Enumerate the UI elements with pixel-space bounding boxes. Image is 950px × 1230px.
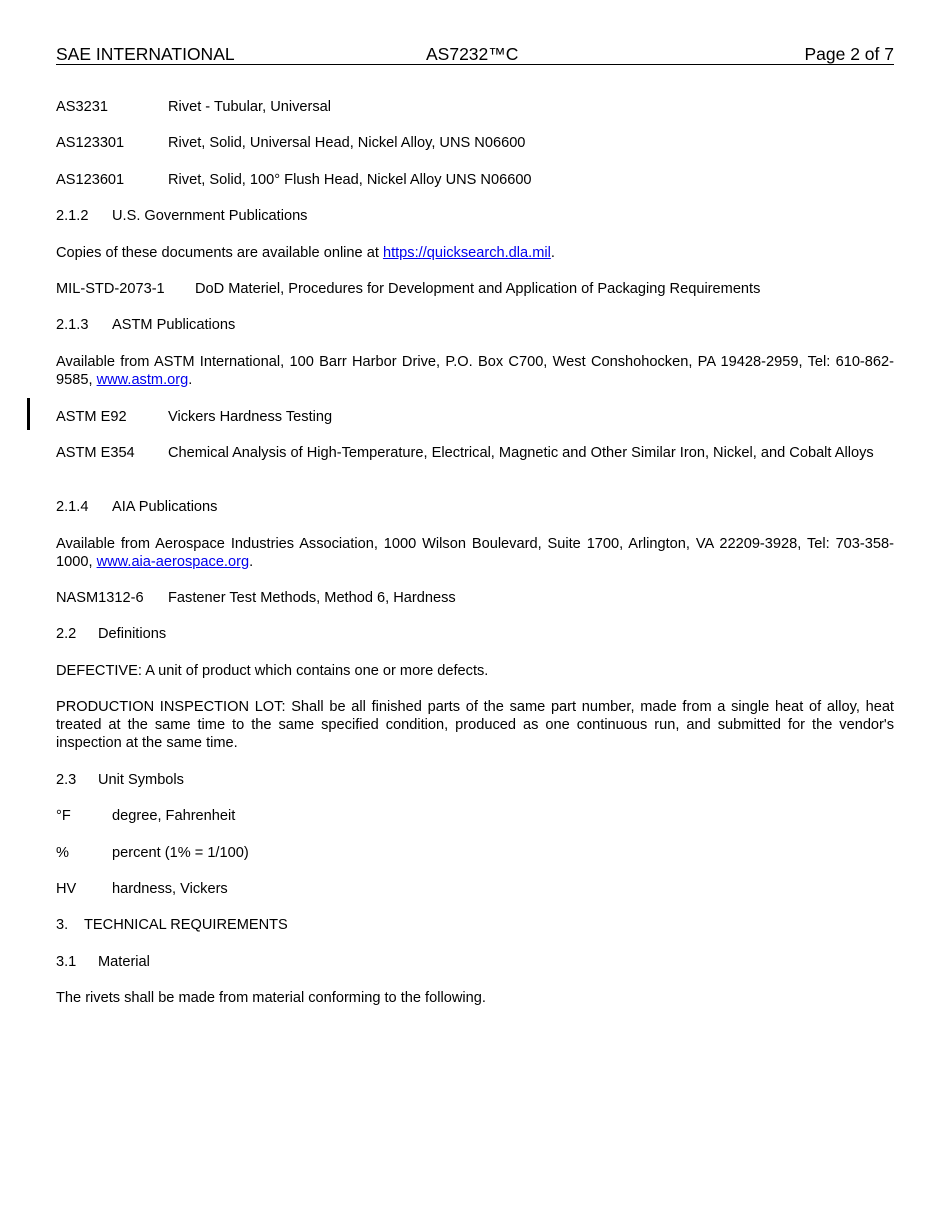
unit-symbol: HV [56,881,77,897]
intro-suffix: . [249,554,254,570]
ref-code: NASM1312-6 [56,590,144,606]
section-title: Material [98,954,150,970]
ref-code: AS123601 [56,172,125,188]
astm-link[interactable]: www.astm.org [96,372,189,388]
section-title: AIA Publications [112,499,218,515]
document-page [56,0,894,1230]
unit-definition: degree, Fahrenheit [112,808,236,824]
dla-quicksearch-link[interactable]: https://quicksearch.dla.mil [382,245,551,261]
section-title: Definitions [98,626,167,642]
definition-defective: DEFECTIVE: A unit of product which contains one or more defects. [56,663,489,679]
aia-link[interactable]: www.aia-aerospace.org [96,554,250,570]
astm-intro [56,353,894,389]
section-number: 2.2 [56,626,77,642]
ref-title: Chemical Analysis of High-Temperature, Electrical, Magnetic and Other Similar Iron, Nickel, and Cobalt Alloys [168,445,874,461]
unit-symbol: °F [56,808,71,824]
intro-text: Available from ASTM International, 100 Barr Harbor Drive, P.O. Box C700, West Conshohocken, PA 19428-2959, Tel: 610-862-9585, [56,354,894,388]
section-number: 3. [56,917,69,933]
section-title: Unit Symbols [98,772,184,788]
header-org: SAE INTERNATIONAL [56,44,235,64]
intro-suffix: . [188,372,193,388]
ref-code: AS123301 [56,135,125,151]
header-doc-number: AS7232™C [426,44,519,64]
section-number: 2.3 [56,772,77,788]
page-header [56,44,894,65]
intro-text: Available from Aerospace Industries Association, 1000 Wilson Boulevard, Suite 1700, Arlington, VA 22209-3928, Tel: 703-358-1000, [56,536,894,570]
ref-code: ASTM E92 [56,409,127,425]
unit-definition: hardness, Vickers [112,881,228,897]
revision-change-bar [27,398,30,430]
header-page-number: Page 2 of 7 [804,44,894,64]
section-number: 3.1 [56,954,77,970]
section-number: 2.1.3 [56,317,89,333]
ref-code: MIL-STD-2073-1 [56,281,165,297]
unit-definition: percent (1% = 1/100) [112,845,249,861]
definition-production-lot: PRODUCTION INSPECTION LOT: Shall be all finished parts of the same part number, made from a single heat of alloy, heat treated at the same time to the same specified condition, produced as one continuous run, and submitted for the vendor's inspection at the same time. [56,699,894,751]
ref-code: ASTM E354 [56,445,135,461]
ref-code: AS3231 [56,99,108,115]
aia-intro [56,535,894,571]
section-title: ASTM Publications [112,317,236,333]
intro-suffix: . [550,245,555,261]
section-number: 2.1.4 [56,499,89,515]
ref-title: DoD Materiel, Procedures for Development and Application of Packaging Requirements [195,281,761,297]
ref-title: Rivet, Solid, Universal Head, Nickel Alloy, UNS N06600 [168,135,526,151]
material-text: The rivets shall be made from material conforming to the following. [56,990,486,1006]
gov-pubs-intro [56,244,894,262]
section-title: TECHNICAL REQUIREMENTS [84,917,288,933]
ref-title: Rivet, Solid, 100° Flush Head, Nickel Alloy UNS N06600 [168,172,532,188]
ref-title: Fastener Test Methods, Method 6, Hardness [168,590,456,606]
ref-title: Vickers Hardness Testing [168,409,333,425]
ref-title: Rivet - Tubular, Universal [168,99,332,115]
section-number: 2.1.2 [56,208,89,224]
intro-text: Copies of these documents are available online at [56,245,383,261]
unit-symbol: % [56,845,69,861]
section-title: U.S. Government Publications [112,208,308,224]
